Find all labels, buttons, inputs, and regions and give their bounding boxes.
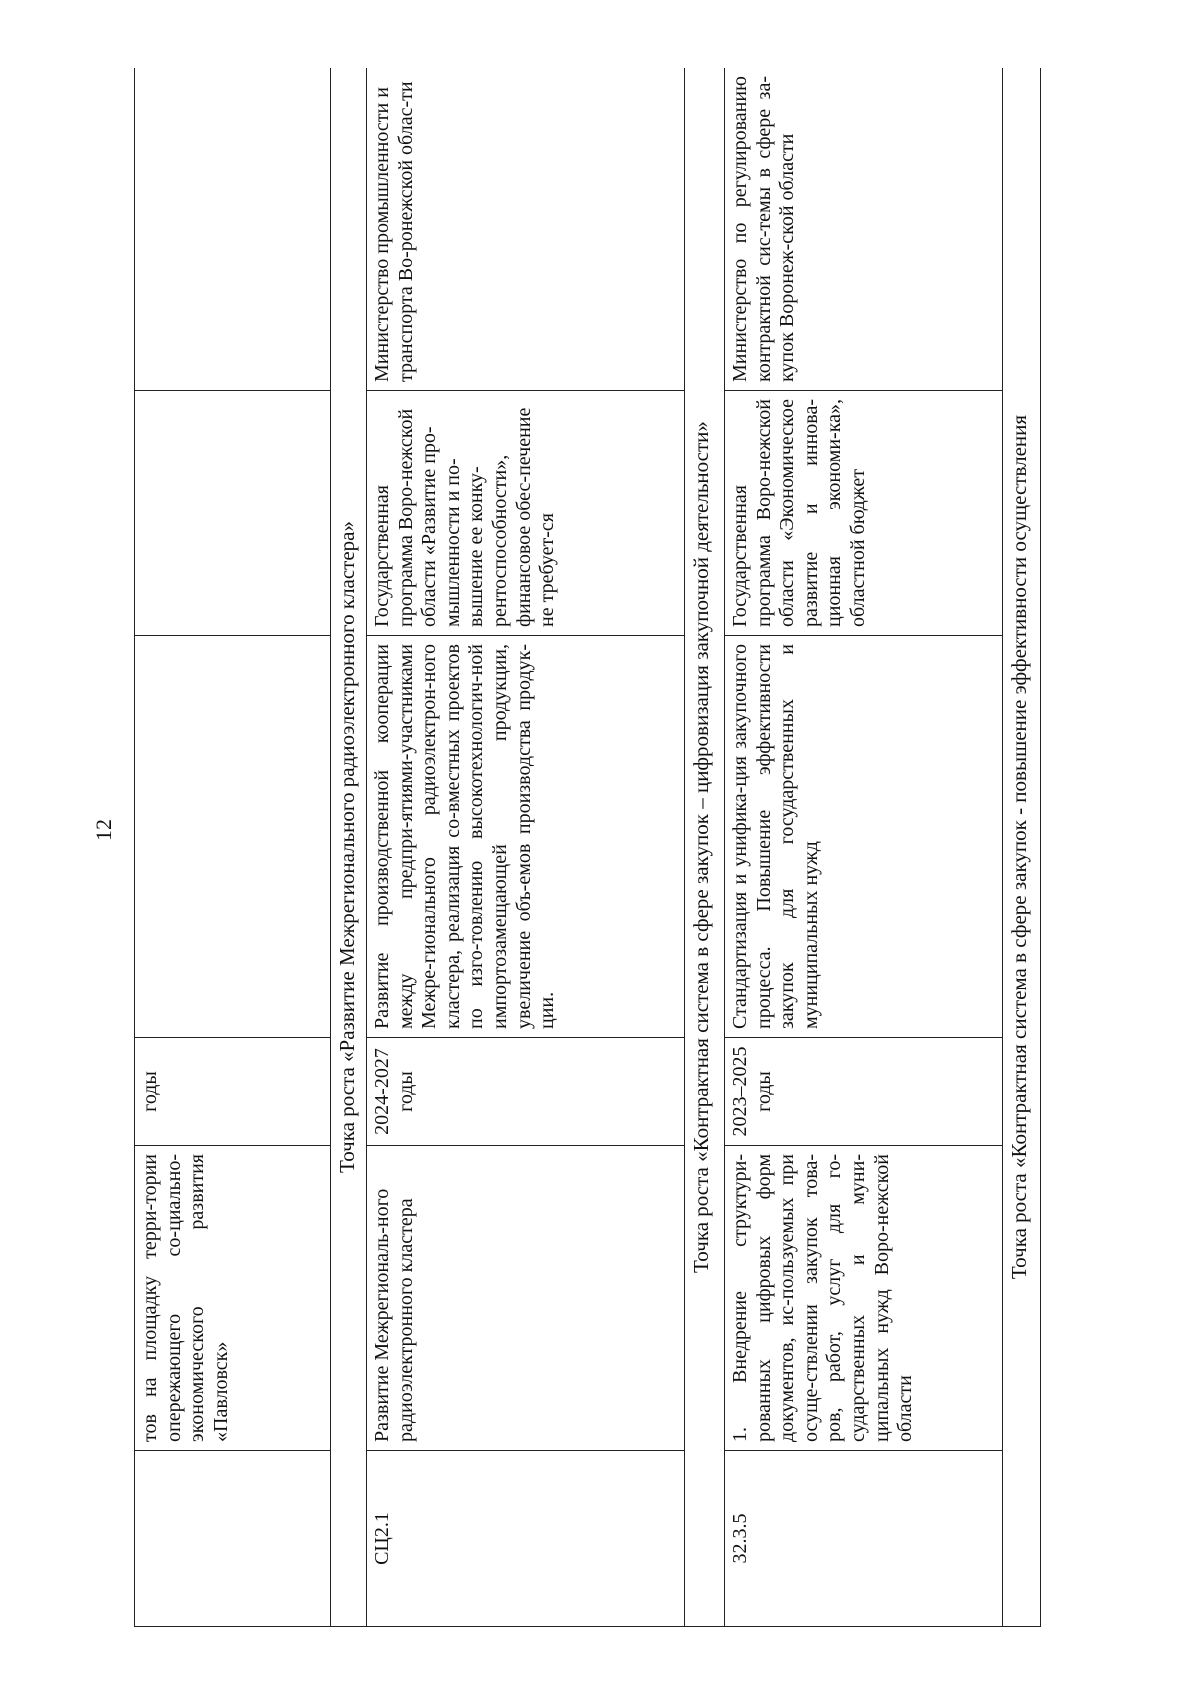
cell-executor: Министерство по регулированию контрактной сис-темы в сфере за-купок Воронеж-ской области xyxy=(725,68,1003,391)
cell-event: 1. Внедрение структури-рованных цифровых форм документов, ис-пользуемых при осуще-ствлении закупок това-ров, работ, услуг для го-сударственных и муни-ципальных нужд Воро-нежской области xyxy=(725,1146,1003,1451)
cell-event: Развитие Межрегиональ-ного радиоэлектронного кластера xyxy=(367,1146,685,1451)
cell-source: Государственная программа Воро-нежской области «Экономическое развитие и иннова-ционная экономи-ка», областной бюджет xyxy=(725,391,1003,636)
table-row xyxy=(367,68,685,1627)
rotated-table-frame xyxy=(134,68,1064,1627)
cell-result: Развитие производственной кооперации между предпри-ятиями-участниками Межре-гионального радиоэлектрон-ного кластера, реализация со-вместных проектов по изго-товлению высокотехнологич-ной импортозамещающей продукции, увеличение объ-емов производства продук-ции. xyxy=(367,636,685,1038)
cell-result: Стандартизация и унифика-ция закупочного процесса. Повышение эффективности закупок для государственных и муниципальных нужд xyxy=(725,636,1003,1038)
rotated-table-content xyxy=(134,68,1064,1627)
section-title-digitalization: Точка роста «Контрактная система в сфере закупок – цифровизация закупочной деятельности» xyxy=(685,68,725,1627)
cell-source xyxy=(135,391,331,636)
cell-code: СЦ2.1 xyxy=(367,1451,685,1627)
section-row xyxy=(685,68,725,1627)
cell-executor xyxy=(135,68,331,391)
cell-period: 2023–2025 годы xyxy=(725,1038,1003,1146)
cell-code xyxy=(135,1451,331,1627)
section-row xyxy=(1003,68,1041,1627)
cell-executor: Министерство промышленности и транспорта Во-ронежской облас-ти xyxy=(367,68,685,391)
cell-event: тов на площадку терри-тории опережающего со-циально-экономического развития «Павловск» xyxy=(135,1146,331,1451)
table-row xyxy=(725,68,1003,1627)
cell-code: 32.3.5 xyxy=(725,1451,1003,1627)
table-row xyxy=(135,68,331,1627)
cell-result xyxy=(135,636,331,1038)
cell-source: Государственная программа Воро-нежской области «Развитие про-мышленности и по-вышение ее конку-рентоспособности», финансовое обес-печение не требует-ся xyxy=(367,391,685,636)
section-row xyxy=(331,68,367,1627)
plan-table xyxy=(134,68,1041,1627)
cell-period: 2024-2027 годы xyxy=(367,1038,685,1146)
section-title-cluster: Точка роста «Развитие Межрегионального радиоэлектронного кластера» xyxy=(331,68,367,1627)
section-title-efficiency: Точка роста «Контрактная система в сфере закупок - повышение эффективности осуществления xyxy=(1003,68,1041,1627)
page-number: 12 xyxy=(91,819,116,841)
cell-period: годы xyxy=(135,1038,331,1146)
